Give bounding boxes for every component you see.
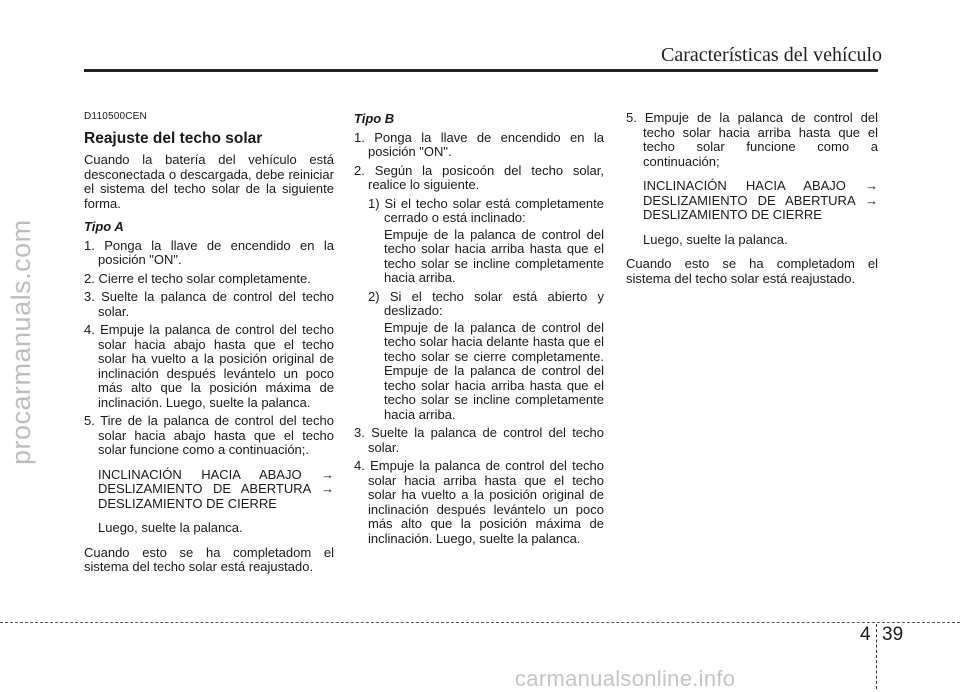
- sub-list-text: Empuje de la palanca de control del techo solar hacia delante hasta que el techo solar se cierre completamente. Empuje de la palanca de control del techo solar hacia arriba hasta que el techo solar se incline completamente hacia arriba.: [384, 319, 604, 422]
- page-divider: [876, 624, 878, 689]
- sequence-block: [98, 468, 334, 512]
- section-heading: Reajuste del techo solar: [84, 129, 263, 147]
- sub-list-text: Empuje de la palanca de control del techo solar hacia arriba hasta que el techo solar se incline completamente hacia arriba.: [384, 226, 604, 285]
- column-left: [84, 110, 334, 581]
- subhead-tipo-a: Tipo A: [84, 219, 124, 234]
- list-item: 5. Tire de la palanca de control del techo solar hacia abajo hasta que el techo solar funcione como a continuación;.: [84, 413, 334, 457]
- section-code: D110500CEN: [84, 111, 147, 122]
- sub-list-item: 2) Si el techo solar está abierto y deslizado:: [368, 288, 604, 318]
- list-item: 4. Empuje la palanca de control del techo solar hacia arriba hasta que el techo solar ha vuelto a la posición original de inclinación después levántelo un poco más alto que la posición máxima de inclinación. Luego, suelte la palanca.: [354, 458, 604, 546]
- header-rule: [84, 69, 878, 72]
- column-right: [626, 111, 878, 292]
- column-middle: [354, 112, 604, 550]
- closing-paragraph: Cuando esto se ha completadom el sistema del techo solar está reajustado.: [84, 544, 334, 574]
- sequence-line: DESLIZAMIENTO DE ABERTURA →: [98, 481, 334, 496]
- release-text: Luego, suelte la palanca.: [643, 231, 788, 247]
- sequence-line: DESLIZAMIENTO DE CIERRE: [98, 495, 277, 511]
- intro-paragraph: Cuando la batería del vehículo está desconectada o descargada, debe reiniciar el sistema del techo solar de la siguiente forma.: [84, 152, 334, 211]
- header-title: Características del vehículo: [660, 44, 882, 66]
- footer-watermark: carmanualsonline.info: [515, 666, 736, 691]
- list-item: 2. Cierre el techo solar completamente.: [84, 270, 311, 286]
- release-text: Luego, suelte la palanca.: [98, 520, 243, 535]
- subhead-tipo-b: Tipo B: [354, 111, 395, 126]
- sequence-line: INCLINACIÓN HACIA ABAJO →: [98, 466, 334, 482]
- footer-rule: [0, 622, 960, 623]
- chapter-number: 4: [860, 624, 871, 645]
- list-item: 3. Suelte la palanca de control del techo solar.: [354, 425, 604, 455]
- list-item: 3. Suelte la palanca de control del techo solar.: [84, 289, 334, 319]
- closing-paragraph: Cuando esto se ha completadom el sistema del techo solar está reajustado.: [626, 256, 878, 286]
- list-item: 5. Empuje de la palanca de control del techo solar hacia arriba hasta que el techo solar funcione como a continuación;: [626, 110, 878, 169]
- side-watermark: procarmanuals.com: [6, 219, 36, 465]
- list-item: 1. Ponga la llave de encendido en la posición "ON".: [84, 237, 334, 267]
- sequence-block: INCLINACIÓN HACIA ABAJO → DESLIZAMIENTO DE ABERTURA → DESLIZAMIENTO DE CIERRE: [643, 178, 878, 222]
- sub-list-item: 1) Si el techo solar está completamente cerrado o está inclinado:: [368, 195, 604, 225]
- page-number: 39: [882, 624, 904, 645]
- list-item: 4. Empuje la palanca de control del techo solar hacia abajo hasta que el techo solar ha vuelto a la posición original de inclinación después levántelo un poco más alto que la posición máxima de inclinación. Luego, suelte la palanca.: [84, 322, 334, 410]
- list-item: 2. Según la posicoón del techo solar, realice lo siguiente.: [354, 162, 604, 192]
- list-item: 1. Ponga la llave de encendido en la posición "ON".: [354, 129, 604, 159]
